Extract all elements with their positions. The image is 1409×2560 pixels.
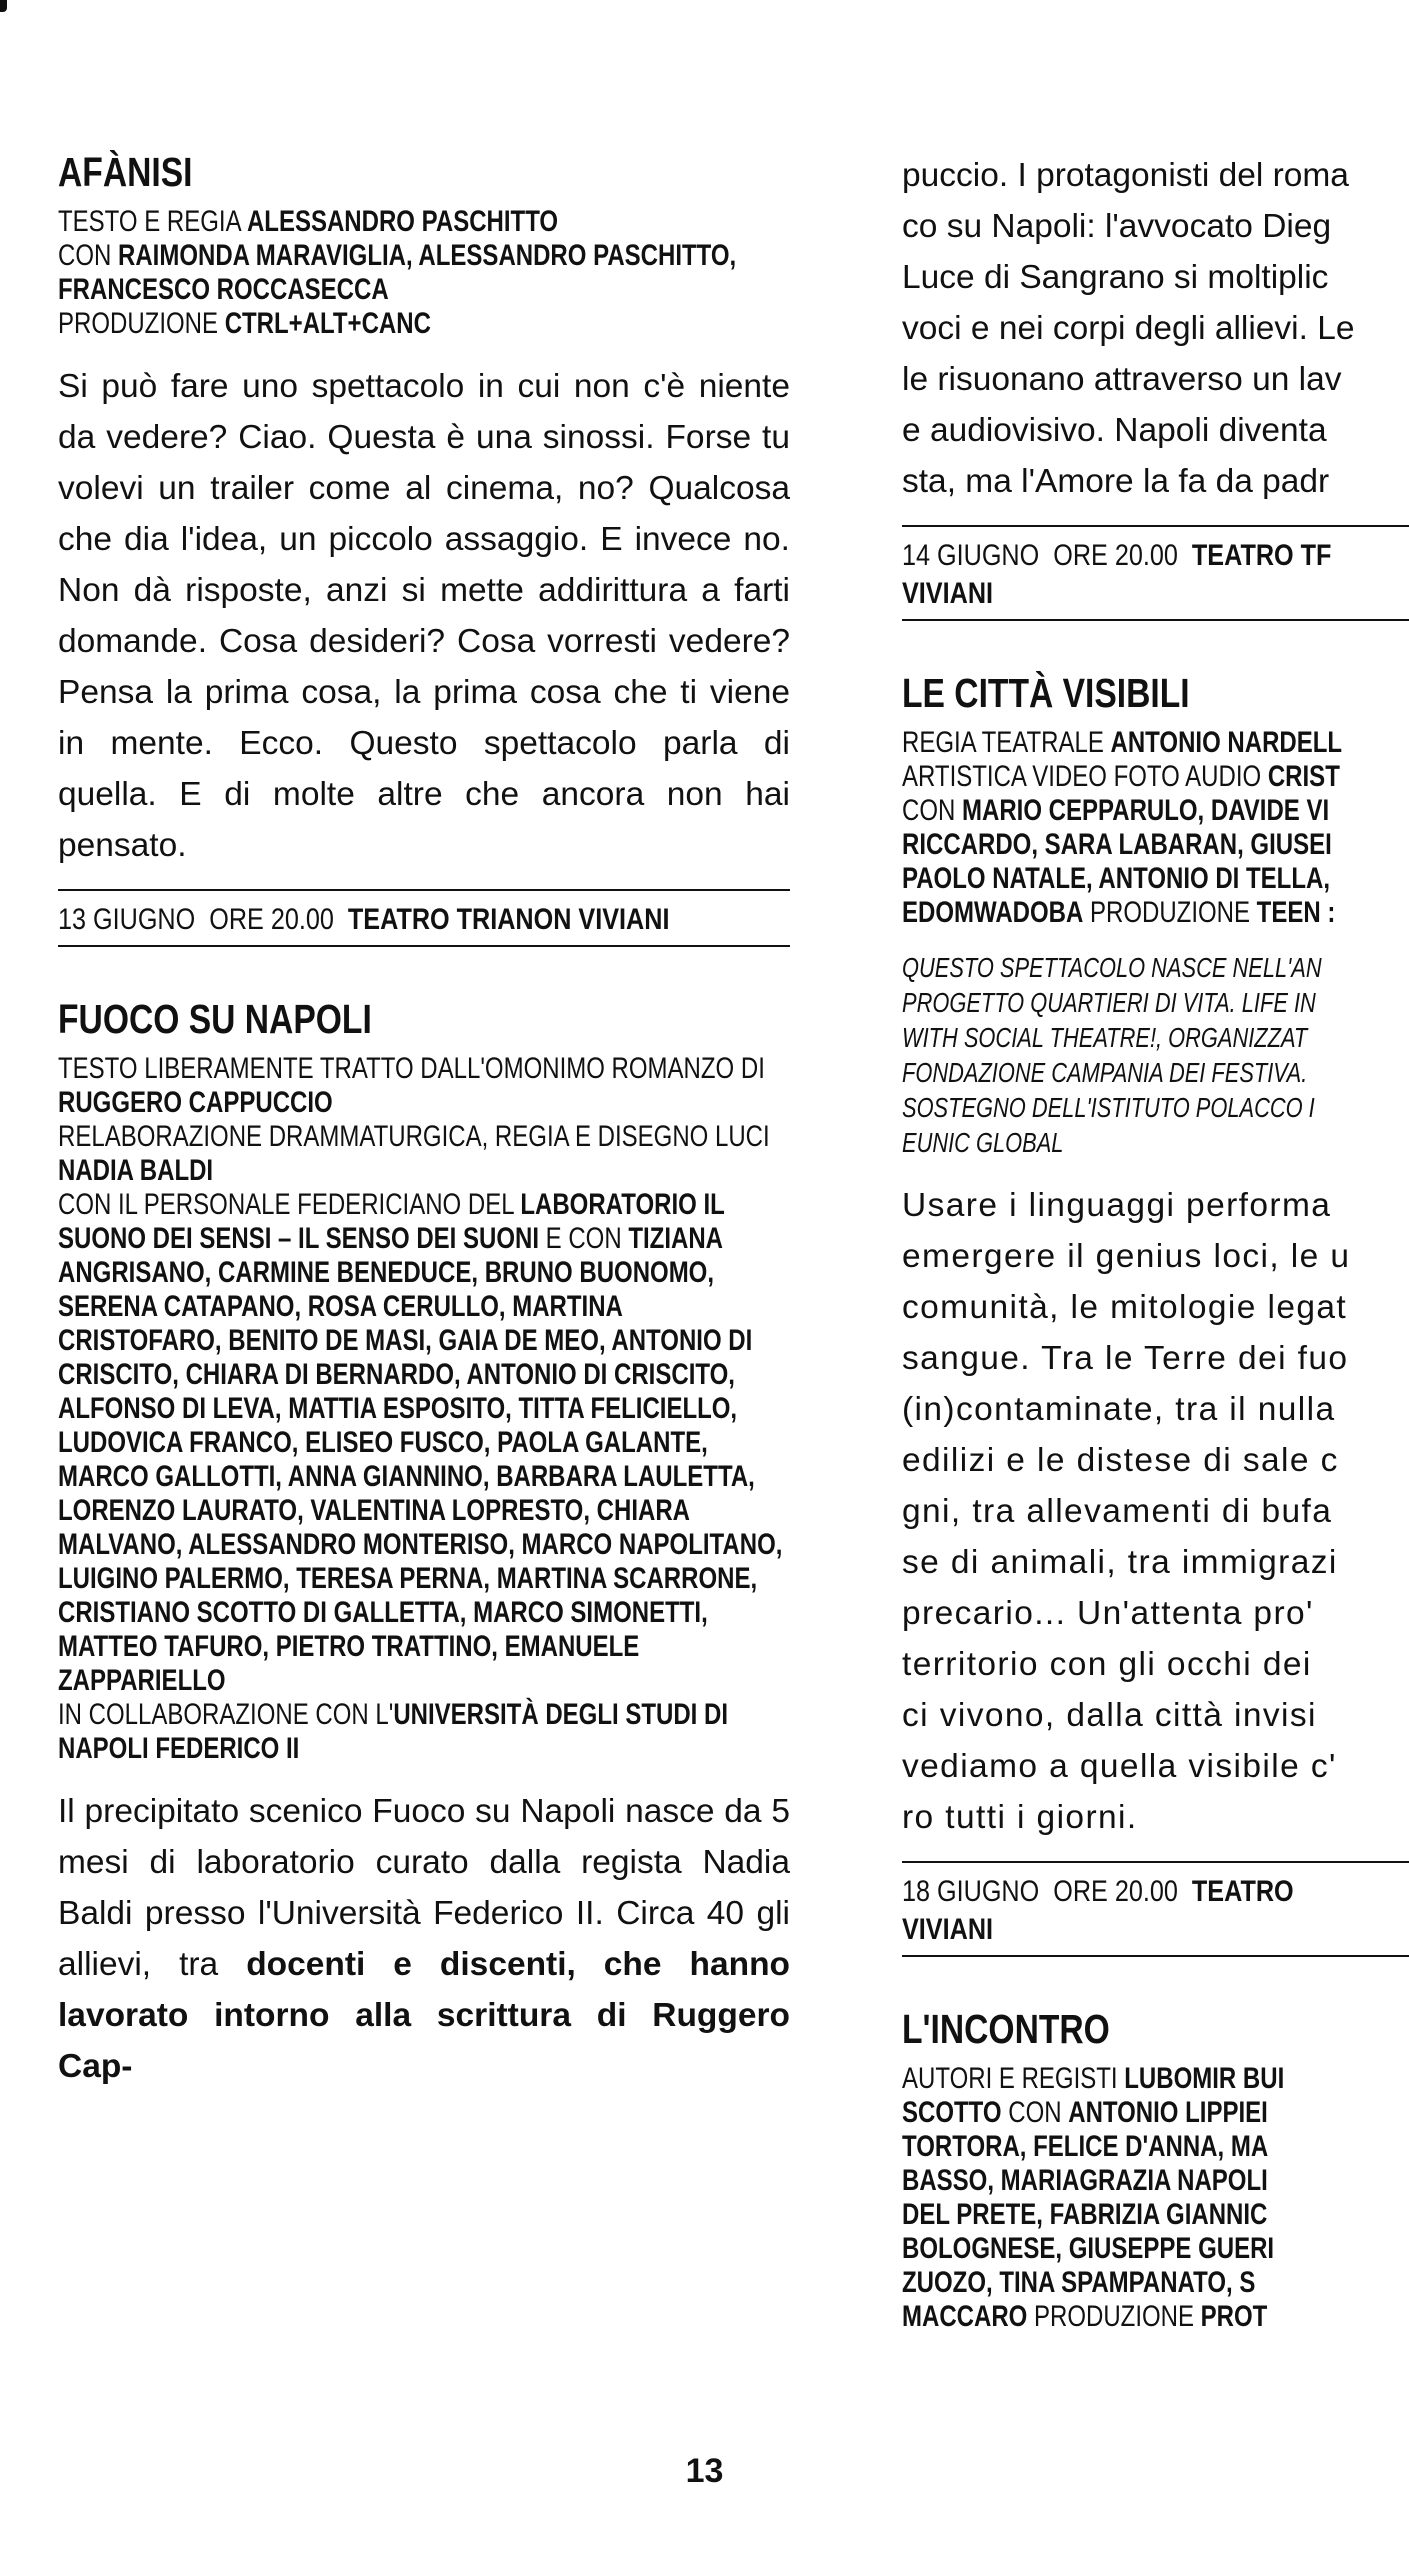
fuoco-synopsis-continued [902, 150, 1409, 507]
right-column [902, 150, 1409, 2354]
schedule-line [902, 575, 1409, 613]
text-line: ro tutti i giorni. [902, 1799, 1138, 1837]
afanisi-credits [58, 205, 790, 341]
credit-value: EDOMWADOBA [902, 896, 1084, 930]
text-line: vediamo a quella visibile c' [902, 1748, 1337, 1786]
credit-line [902, 896, 1409, 930]
credit-value: BOLOGNESE, GIUSEPPE GUERI [902, 2232, 1275, 2266]
note-line: WITH SOCIAL THEATRE!, ORGANIZZAT [902, 1022, 1308, 1054]
text-line: gni, tra allevamenti di bufa [902, 1493, 1333, 1531]
event-venue: VIVIANI [902, 577, 994, 610]
text-line: le risuonano attraverso un lav [902, 361, 1342, 398]
text-line: sta, ma l'Amore la fa da padr [902, 463, 1330, 500]
credit-line [58, 1188, 790, 1698]
text-line: se di animali, tra immigrazi [902, 1544, 1338, 1582]
text-line: territorio con gli occhi dei [902, 1646, 1312, 1684]
note-line: FONDAZIONE CAMPANIA DEI FESTIVA. [902, 1057, 1308, 1089]
text-line: (in)contaminate, tra il nulla [902, 1391, 1336, 1429]
credit-value: PROT [1200, 2300, 1268, 2334]
credit-line [58, 1052, 790, 1120]
credit-value: NADIA BALDI [58, 1154, 214, 1188]
fuoco-credits [58, 1052, 790, 1766]
credit-label: CON IL PERSONALE FEDERICIANO DEL [58, 1188, 521, 1222]
credit-value: LABORATORIO IL SUONO DEI SENSI – IL SENSO DEI SUONI [58, 1188, 725, 1256]
incontro-title: L'INCONTRO [902, 2006, 1110, 2053]
credit-line [58, 307, 790, 341]
text-line: precario... Un'attenta pro' [902, 1595, 1314, 1633]
credit-line [902, 794, 1409, 828]
text-line: sangue. Tra le Terre dei fuo [902, 1340, 1349, 1378]
credit-label: RELABORAZIONE DRAMMATURGICA, REGIA E DISEGNO LUCI [58, 1120, 770, 1154]
credit-label: PRODUZIONE [58, 307, 225, 341]
credit-line [58, 239, 790, 307]
event-venue: TEATRO TRIANON VIVIANI [347, 903, 670, 937]
credit-line [902, 726, 1409, 760]
event-time: ORE 20.00 [1053, 1875, 1178, 1909]
text-line: puccio. I protagonisti del roma [902, 157, 1349, 194]
credit-value: RUGGERO CAPPUCCIO [58, 1086, 333, 1120]
text-line: edilizi e le distese di sale c [902, 1442, 1339, 1480]
credit-line [902, 2232, 1409, 2266]
fuoco-title: FUOCO SU NAPOLI [58, 996, 372, 1043]
credit-value: PAOLO NATALE, ANTONIO DI TELLA, [902, 862, 1330, 896]
credit-label: REGIA TEATRALE [902, 726, 1111, 760]
text-line: emergere il genius loci, le u [902, 1238, 1351, 1276]
cast-list: TIZIANA ANGRISANO, CARMINE BENEDUCE, BRUNO BUONOMO, SERENA CATAPANO, ROSA CERULLO, MARTINA CRISTOFARO, BENITO DE MASI, GAIA DE MEO, ANTONIO DI CRISCITO, CHIARA DI BERNARDO, ANTONIO DI CRISCITO, ALFONSO DI LEVA, MATTIA ESPOSITO, TITTA FELICIELLO, LUDOVICA FRANCO, ELISEO FUSCO, PAOLA GALANTE, MARCO GALLOTTI, ANNA GIANNINO, BARBARA LAULETTA, LORENZO LAURATO, VALENTINA LOPRESTO, CHIARA MALVANO, ALESSANDRO MONTERISO, MARCO NAPOLITANO, LUIGINO PALERMO, TERESA PERNA, MARTINA SCARRONE, CRISTIANO SCOTTO DI GALLETTA, MARCO SIMONETTI, MATTEO TAFURO, PIETRO TRATTINO, EMANUELE ZAPPARIELLO [58, 1222, 783, 1698]
credit-line [902, 862, 1409, 896]
credit-value: RAIMONDA MARAVIGLIA, ALESSANDRO PASCHITTO, FRANCESCO ROCCASECCA [58, 239, 737, 307]
text-line: ci vivono, dalla città invisi [902, 1697, 1317, 1735]
event-time: ORE 20.00 [1053, 539, 1178, 572]
credit-value: SCOTTO [902, 2096, 1002, 2130]
credit-line [902, 2300, 1409, 2334]
afanisi-title: AFÀNISI [58, 149, 193, 195]
credit-label: PRODUZIONE [1027, 2300, 1201, 2334]
citta-schedule [902, 1861, 1409, 1957]
credit-line [58, 1120, 790, 1188]
credit-line [902, 2164, 1409, 2198]
text-line: comunità, le mitologie legat [902, 1289, 1348, 1327]
event-time: ORE 20.00 [209, 903, 334, 937]
credit-value: ZUOZO, TINA SPAMPANATO, S [902, 2266, 1256, 2300]
note-line: EUNIC GLOBAL [902, 1127, 1064, 1159]
incontro-credits [902, 2062, 1409, 2334]
afanisi-schedule [58, 889, 790, 947]
citta-title: LE CITTÀ VISIBILI [902, 670, 1190, 716]
text-line: co su Napoli: l'avvocato Dieg [902, 208, 1332, 245]
credit-line [902, 2130, 1409, 2164]
credit-value: TEEN : [1256, 896, 1336, 930]
schedule-line [902, 537, 1409, 575]
credit-line [58, 1698, 790, 1766]
text-line: e audiovisivo. Napoli diventa [902, 412, 1327, 449]
credit-line [902, 828, 1409, 862]
schedule-line [58, 901, 796, 939]
citta-synopsis [902, 1180, 1409, 1843]
credit-label: CON [1001, 2096, 1069, 2130]
fuoco-schedule [902, 525, 1409, 621]
event-date: 14 GIUGNO [902, 539, 1040, 572]
credit-label: AUTORI E REGISTI [902, 2062, 1125, 2096]
credit-value: BASSO, MARIAGRAZIA NAPOLI [902, 2164, 1268, 2198]
text-line: Luce di Sangrano si moltiplic [902, 259, 1329, 296]
event-venue: TEATRO TF [1191, 539, 1332, 572]
schedule-line [902, 1873, 1409, 1911]
fuoco-synopsis [58, 1786, 790, 2092]
credit-label: TESTO E REGIA [58, 205, 247, 239]
citta-credits [902, 726, 1409, 930]
credit-label: CON [58, 239, 118, 273]
credit-label: PRODUZIONE [1083, 896, 1257, 930]
credit-line [902, 2198, 1409, 2232]
credit-line [902, 2096, 1409, 2130]
credit-value: MACCARO [902, 2300, 1028, 2334]
note-line: QUESTO SPETTACOLO NASCE NELL'AN [902, 952, 1322, 984]
event-venue: VIVIANI [902, 1913, 994, 1947]
synopsis-text: Il precipitato scenico Fuoco su Napoli nasce da 5 mesi di laboratorio curato dalla regista Nadia Baldi presso l'Università Federico II. Circa 40 gli allievi, tra [58, 1793, 790, 1984]
credit-label: IN COLLABORAZIONE CON L' [58, 1698, 394, 1732]
note-line: SOSTEGNO DELL'ISTITUTO POLACCO I [902, 1092, 1315, 1124]
credit-line [902, 760, 1409, 794]
afanisi-synopsis: Si può fare uno spettacolo in cui non c'è niente da vedere? Ciao. Questa è una sinossi. Forse tu volevi un trailer come al cinema, no? Qualcosa che dia l'idea, un piccolo assaggio. E invece no. Non dà risposte, anzi si mette addirittura a farti domande. Cosa desideri? Cosa vorresti vedere? Pensa la prima cosa, la prima cosa che ti viene in mente. Ecco. Questo spettacolo parla di quella. E di molte altre che ancora non hai pensato. [58, 368, 790, 865]
left-column [58, 150, 790, 2110]
synopsis-bold-text: docenti e discenti, che hanno lavorato intorno alla scrittura di Ruggero Cap- [58, 1946, 790, 2086]
event-venue: TEATRO [1191, 1875, 1294, 1909]
text-line: voci e nei corpi degli allievi. Le [902, 310, 1355, 347]
schedule-line [902, 1911, 1409, 1949]
credit-value: DEL PRETE, FABRIZIA GIANNIC [902, 2198, 1268, 2232]
page-edge-mark [0, 0, 7, 12]
credit-label: E CON [539, 1222, 629, 1256]
credit-value: CRIST [1267, 760, 1340, 794]
credit-value: ANTONIO NARDELL [1110, 726, 1343, 760]
credit-line [58, 205, 790, 239]
credit-line [902, 2266, 1409, 2300]
credit-value: UNIVERSITÀ DEGLI STUDI DI NAPOLI FEDERICO II [58, 1698, 729, 1766]
credit-value: CTRL+ALT+CANC [224, 307, 431, 341]
credit-value: RICCARDO, SARA LABARAN, GIUSEI [902, 828, 1332, 862]
credit-value: TORTORA, FELICE D'ANNA, MA [902, 2130, 1269, 2164]
event-date: 13 GIUGNO [58, 903, 196, 937]
credit-line [902, 2062, 1409, 2096]
note-line: PROGETTO QUARTIERI DI VITA. LIFE IN [902, 987, 1316, 1019]
credit-value: ALESSANDRO PASCHITTO [246, 205, 559, 239]
credit-value: MARIO CEPPARULO, DAVIDE VI [962, 794, 1330, 828]
citta-note [902, 950, 1408, 1160]
credit-label: ARTISTICA VIDEO FOTO AUDIO [902, 760, 1268, 794]
credit-value: ANTONIO LIPPIEI [1068, 2096, 1268, 2130]
text-line: Usare i linguaggi performa [902, 1187, 1332, 1225]
page-number: 13 [685, 2452, 724, 2490]
credit-label: TESTO LIBERAMENTE TRATTO DALL'OMONIMO ROMANZO DI [58, 1052, 765, 1086]
credit-label: CON [902, 794, 962, 828]
credit-value: LUBOMIR BUI [1124, 2062, 1285, 2096]
event-date: 18 GIUGNO [902, 1875, 1040, 1909]
